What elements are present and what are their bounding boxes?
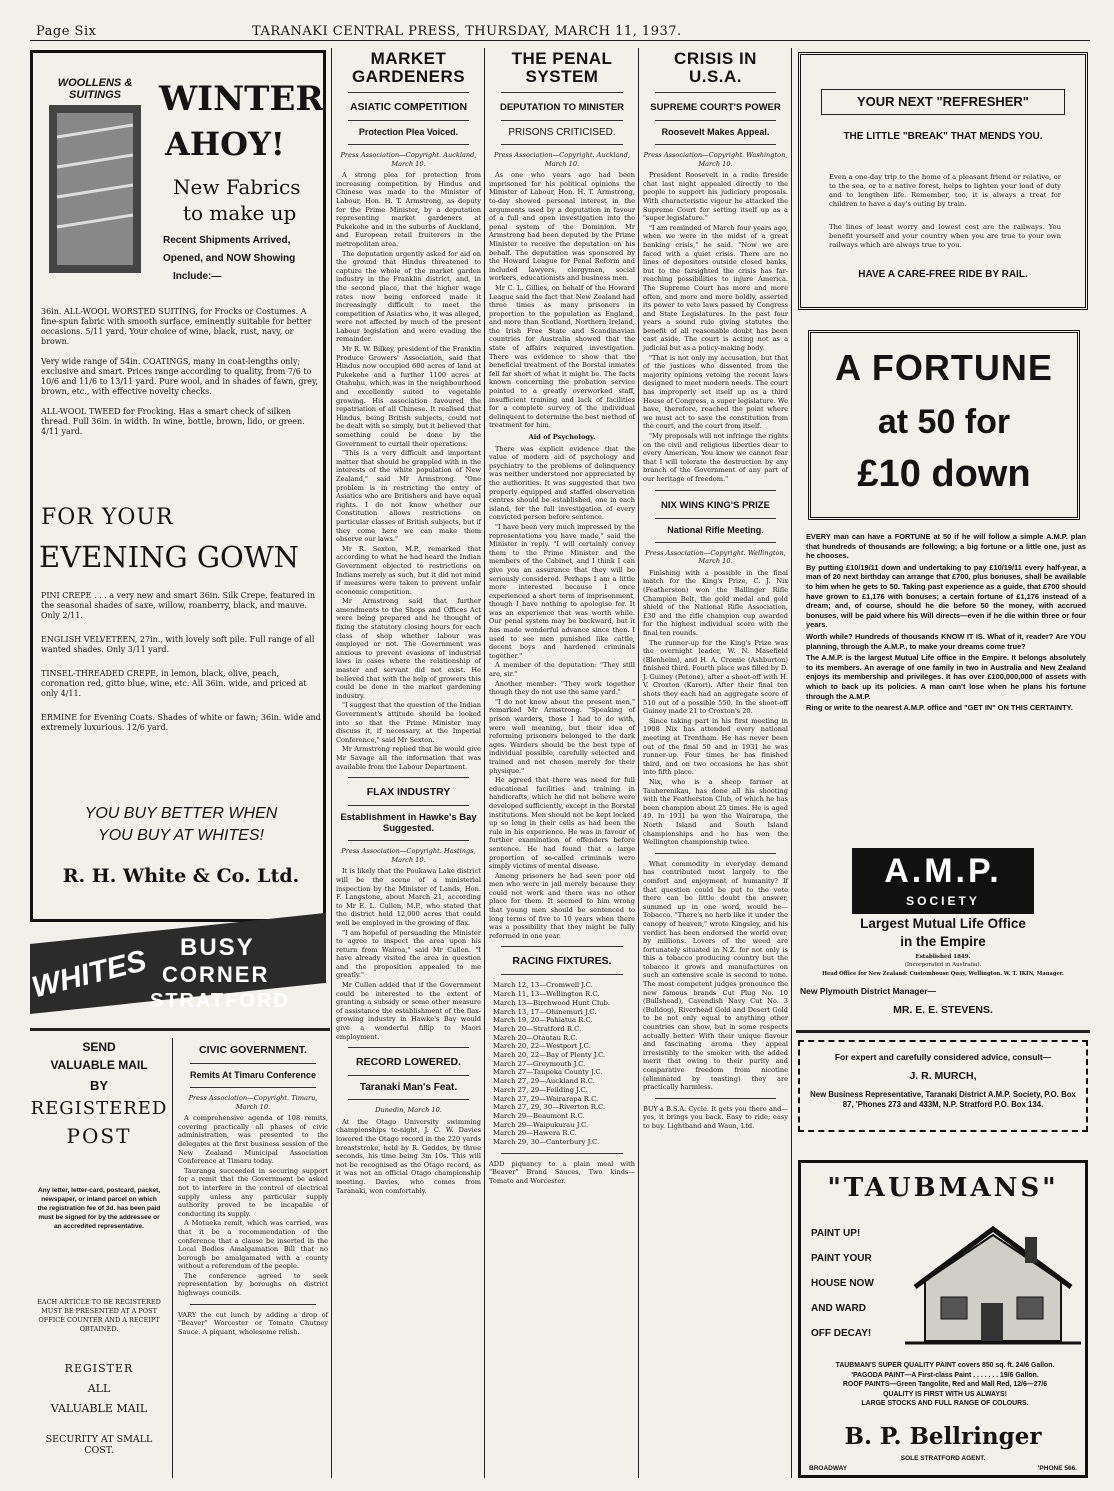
security-tagline: SECURITY AT SMALL COST.: [45, 1434, 153, 1456]
article-subheadline: National Rifle Meeting.: [667, 524, 764, 535]
article-subheadline: Remits At Timaru Conference: [189, 1070, 317, 1080]
phone-label: 'PHONE 566.: [1037, 1465, 1077, 1472]
manager-name: MR. E. E. STEVENS.: [893, 1004, 993, 1016]
civic-government-article: [178, 1040, 328, 1480]
article-headline: FLAX INDUSTRY: [366, 786, 451, 799]
fabric-list: [41, 307, 321, 507]
list-item: March 29—Beaumont R.C.: [493, 1111, 585, 1120]
paragraph: By putting £10/19/11 down and undertaking to pay £10/19/11 every half-year, a man of 20 next birthday can arrange that £700, plus bonuses, shall be available to him when he gets to 50. Taking past experience as a guide, that £700 should have grown to £1,176 with bonuses; a certain fortune of £1,176 instead of a dream; and, of course, should he die before 50 the money, with accrued bonuses, will be paid where his Will directs—even if he die within three or four years.: [806, 562, 1086, 630]
list-item: March 27—Taupeka County J.C.: [493, 1068, 603, 1077]
winter-heading: WINTER: [159, 79, 324, 119]
all-label: ALL: [87, 1382, 111, 1395]
price-line: ROOF PAINTS—Green Tangolite, Red and Mall Red, 12/6—27/6: [842, 1381, 1048, 1388]
paragraph: "That is not only my accusation, but that of the justices who dissented from the majority opinions vetoing the recent laws designed to meet modern needs. The court has improperly set itself up as a third House of Congress, a super legislature. We have, therefore, reached the point where we must act to save the constitution from the court, and the court from itself.: [643, 353, 788, 431]
fabric-item: Very wide range of 54in. COATINGS, many in coat-lengths only; exclusive and smart. Prices range according to quality, from 7/6 to 10/6 and 11/6 to 13/11 yard. Pure wool, and in shades of fawn, grey, brown, etc., with effective novelty checks.: [41, 357, 319, 396]
price-line: LARGE STOCKS AND FULL RANGE OF COLOURS.: [861, 1400, 1029, 1407]
dateline: Press Association—Copyright. Washington, March 10.: [643, 151, 788, 168]
paragraph: President Roosevelt in a radio fireside chat last night appealed directly to the people to support his judiciary proposals. With characteristic vigour he attacked the Supreme Court for setting itself up as a "super legislature.": [643, 171, 788, 223]
paragraph: A strong plea for protection from increasing competition by Hindus and Chinese was made to the Minister of Labour, Hon. H. T. Armstrong, as deputy for the Prime Minister, by a deputation representing market gardeners at Pukekohe and in the suburbs of Auckland, and European retail fruiterers in the metropolitan area.: [336, 171, 481, 248]
refresher-paragraph: Even a one-day trip to the home of a pleasant friend or relative, or to the sea, or to a native forest, helps to lighten your load of duty and to lengthen life. Remember, too, it is always a treat for children to have a day's outing by train.: [829, 173, 1061, 208]
refresher-heading: YOUR NEXT "REFRESHER": [821, 89, 1065, 115]
list-item: March 12, 13—Cromwell J.C.: [493, 981, 593, 990]
gown-item: TINSEL-THREADED CREPE, in lemon, black, olive, peach, coronation red, gitto blue, wine, etc. All 36in. wide, and priced at only 4/11.: [41, 669, 307, 698]
valuable-mail-heading: VALUABLE MAIL: [50, 1058, 148, 1072]
opened-showing: Opened, and NOW Showing: [163, 253, 296, 264]
article-headline: MARKET: [370, 49, 447, 68]
list-item: March 29—Waipukurau J.C.: [493, 1120, 589, 1129]
paragraph: There was explicit evidence that the value of modern aid of psychology and psychiatry to the problems of delinquency was neither understood nor appreciated by the authorities. It was suggested that two properly equipped and staffed observation centres should be established, one in each island, for the full investigation of every convicted person before sentence.: [489, 444, 635, 522]
article-subheadline: Taranaki Man's Feat.: [359, 1082, 458, 1094]
registered-heading: REGISTERED: [30, 1098, 168, 1119]
gown-list: [41, 591, 321, 791]
paragraph: Tauranga succeeded in securing support for a remit that the Government be asked not to interfere in the control of electrical supply unless any particular supply authority proved to be incapable of conducting its supply.: [178, 1166, 328, 1218]
market-gardeners-article: [336, 50, 481, 1480]
racing-headline: RACING FIXTURES.: [512, 955, 612, 968]
paragraph: Mr C. L. Gillies, on behalf of the Howard League said the fact that New Zealand had three times as many prisoners in proportion to the population as England, and more than Scotland, Northern Ireland, the Irish Free State and Scandinavian countries for Australia showed that the state of affairs required investigation. There was evidence to show that the beneficial treatment of the Borstal inmates fell far short of what it might be. The facts known concerning the probation service pointed to a greatly overworked staff, insufficient training and lack of facilities for a complete survey of the individual delinquent to determine the best method of treatment for him.: [489, 283, 635, 430]
paragraph: Nix, who is a sheep farmer at Tauherenikau, has done all his shooting with the Featherston Club, of which he has been champion about 25 times. He is aged 49. In 1931 he won the Wairarapa, the North Island and South Island championships and he has won the Wellington championship twice.: [643, 778, 788, 847]
send-heading: SEND: [82, 1040, 116, 1054]
railway-refresher-advertisement: [798, 52, 1088, 310]
by-heading: BY: [89, 1078, 109, 1093]
slogan-line: YOU BUY BETTER WHEN: [84, 805, 278, 822]
paragraph: "I do not know about the present men," remarked Mr Armstrong. "Speaking of prison warders, those I had to do with, were well meaning, but their idea of reforming prisoners belonged to the dark ages. Warders should be the best type of individual possible, carefully selected and trained and not chosen merely for their physique.": [489, 697, 635, 775]
dateline: Press Association—Copyright. Auckland, March 10.: [340, 151, 477, 168]
paragraph: A member of the deputation: "They still are, sir.": [489, 661, 635, 679]
taubmans-heading: "TAUBMANS": [827, 1173, 1059, 1203]
fabric-item: 36in. ALL-WOOL WORSTED SUITING, for Frocks or Costumes. A fine-spun fabric with smooth surface, eminently suitable for better occasions. 5/11 yard. Your choice of wine, black, rust, navy, or brown.: [41, 307, 312, 346]
amp-logo-text: A.M.P.: [884, 852, 1002, 890]
masthead-title: TARANAKI CENTRAL PRESS, THURSDAY, MARCH 11, 1937.: [252, 24, 682, 39]
penal-system-article: [489, 50, 635, 1480]
whites-advertisement: [30, 50, 326, 922]
recent-shipments: Recent Shipments Arrived,: [163, 235, 291, 246]
amp-copy: [806, 532, 1086, 872]
head-office-line: Head Office for New Zealand: Customhouse Quay, Wellington. W. T. IKIN, Manager.: [822, 971, 1064, 977]
price-line: 'PAGODA PAINT—A First-class Paint . . . . . . . 19/6 Gallon.: [851, 1371, 1039, 1379]
article-subheadline: ASIATIC COMPETITION: [349, 101, 468, 113]
paragraph: Another member: "They work together though they do not use the same yard.": [489, 679, 635, 697]
banner-whites: WHITES: [28, 944, 150, 1005]
masthead: [0, 20, 1114, 42]
banner-busy: BUSY: [180, 934, 255, 961]
column-rule: [331, 48, 332, 1478]
slogan-line: AND WARD: [811, 1303, 866, 1314]
district-manager-label: New Plymouth District Manager—: [800, 986, 937, 996]
society-label: SOCIETY: [906, 894, 980, 908]
taubmans-advertisement: [798, 1160, 1088, 1478]
presentation-notice: EACH ARTICLE TO BE REGISTERED MUST BE PRESENTED AT A POST OFFICE COUNTER AND A RECEIPT OBTAINED.: [37, 1298, 161, 1333]
paragraph: Mr Armstrong said that further amendments to the Shops and Offices Act were being prepared and he thought of fixing the statutory closing hours for each class of shop whether labour was employed or not. The Government was anxious to prevent evasions of industrial laws in cases where the relationship of master and servant did not exist. He believed that with the help of growers this could be done in the market gardening industry.: [336, 597, 481, 700]
dateline: Press Association—Copyright. Timaru, March 10.: [188, 1094, 318, 1111]
dateline: Press Association—Copyright. Wellington, March 10.: [645, 548, 786, 566]
list-item: March 27, 29, 30—Riverton R.C.: [493, 1103, 606, 1112]
article-deck: Roosevelt Makes Appeal.: [661, 127, 770, 137]
paragraph: He agreed that there was need for full educational facilities and training in handicrafts, which he did not believe were developed sufficiently, except in the Borstal institutions. Men should not be kept locked up so long in their cells as had been the rule in his experience. He was in favour of further examination of offenders before sentence. He had found that a large proportion of so-called criminals were simply victims of mental disease.: [489, 776, 636, 871]
refresher-subheading: THE LITTLE "BREAK" THAT MENDS YOU.: [843, 131, 1043, 142]
paragraph: Mr Armstrong replied that he would give Mr Savage all the information that was available from the Labour Department.: [336, 745, 481, 771]
house-icon: [905, 1217, 1081, 1349]
rail-slogan: HAVE A CARE-FREE RIDE BY RAIL.: [858, 269, 1028, 280]
bsa-cycle-notice: BUY a B.S.A. Cycle. It gets you there and—yes, it brings you back. Easy to ride; easy to buy. Lightband and Waun, Ltd.: [643, 1104, 788, 1130]
banner-town: STRATFORD: [150, 990, 290, 1012]
representative-details: New Business Representative, Taranaki District A.M.P. Society, P.O. Box 87, 'Phones 273 and 433M, N.P. Stratford P.O. Box 134.: [810, 1090, 1076, 1109]
paragraph: A Motueka remit, which was carried, was that it be a recommendation of the conference that a clause be inserted in the Local Bodies Amalgamation Bill that no borough be amalgamated with a county without a referendum of the people.: [178, 1219, 328, 1271]
paragraph: "I suggest that the question of the Indian Government's attitude should be looked into so that the Prime Minister may discuss it, if necessary, at the Imperial Conference," said Mr Sexton.: [336, 701, 481, 744]
crisis-usa-article: [643, 50, 788, 1480]
seller-name: B. P. Bellringer: [844, 1423, 1042, 1450]
slogan-line: PAINT UP!: [811, 1228, 861, 1239]
gown-item: ERMINE for Evening Coats. Shades of white or fawn; 36in. wide and extremely luxurious. 12/6 yard.: [41, 713, 321, 732]
list-item: March 29, 30—Canterbury J.C.: [493, 1138, 600, 1147]
price-line: QUALITY IS FIRST WITH US ALWAYS!: [883, 1390, 1007, 1398]
paragraph: "I am reminded of March four years ago, when we were in the midst of a great banking crisis," he said. "Now we are faced with a quiet crisis. There are no lines of depositors outside closed banks, but to the farsighted the crisis has far-reaching possibilities to injure America. The Supreme Court has more and more often, and more and more boldly, asserted its power to veto laws passed by Congress and State Legislatures. In the past four years a sound rule giving statutes the benefit of all reasonable doubt has been cast aside. The court is acting not as a judicial but as a policy-making body.: [643, 223, 788, 353]
agent-line: SOLE STRATFORD AGENT.: [900, 1455, 986, 1462]
advice-line: For expert and carefully considered advice, consult—: [834, 1052, 1052, 1062]
amp-logo: [852, 848, 1034, 914]
list-item: March 27, 29—Feilding J.C.: [493, 1085, 588, 1094]
column-rule: [484, 48, 485, 1478]
paint-slogan: [811, 1221, 901, 1351]
paragraph: It is likely that the Poukawa Lake district will be the scene of a ministerial inspection by the Minister of Lands, Hon. F. Langstone, about March 21, according to Mr E. L. Cullen, M.P., who stated that the district held 12,000 acres that could well be employed in the growing of flax.: [336, 867, 481, 927]
paragraph: Mr Cullen added that if the Government could be interested to the extent of granting a subsidy or some other measure of assistance the establishment of the flax-growing industry in Hawke's Bay would give a wonderful fillip to Maori employment.: [336, 981, 481, 1041]
paragraph: Among prisoners he had seen poor old men who were in jail merely because they could not work and there was no other place for them. It seemed to him wrong that young men should be sentenced to long terms of five to 10 years when there was a possibility that they might be fully reformed in one year.: [489, 871, 635, 940]
representative-name: J. R. MURCH,: [909, 1070, 977, 1082]
column-rule: [638, 48, 639, 1478]
article-subheadline: Establishment in Hawke's Bay Suggested.: [340, 812, 477, 835]
masthead-rule: [30, 40, 1090, 41]
street-label: BROADWAY: [809, 1465, 848, 1472]
article-headline: SYSTEM: [525, 67, 599, 86]
article-headline: THE PENAL: [511, 49, 613, 68]
fortune-line: at 50 for: [877, 403, 1011, 441]
beaver-sauce-notice: VARY the cut lunch by adding a drop of "Beaver" Worcester or Tomato Chutney Sauce. A piquant, wholesome relish.: [178, 1310, 328, 1336]
list-item: March 20, 22—Westport J.C.: [493, 1042, 591, 1051]
amp-society-advertisement: [798, 318, 1088, 1028]
fortune-line: A FORTUNE: [835, 347, 1053, 388]
beaver-sauce-notice: ADD piquancy to a plain meal with "Beaver" Brand Sauces, Two kinds—Tomato and Worcester.: [489, 1159, 635, 1185]
paragraph: A comprehensive agenda of 108 remits, covering practically all phases of civic administration, was presented to the delegates at the first business session of the New Zealand Municipal Association Conference at Timaru today.: [178, 1114, 328, 1166]
article-subheadline: DEPUTATION TO MINISTER: [499, 102, 625, 113]
list-item: March 27, 29—Wairarapa R.C.: [493, 1094, 599, 1103]
article-deck: Protection Plea Voiced.: [358, 127, 459, 137]
slogan-line: HOUSE NOW: [811, 1278, 874, 1289]
paragraph: "I am hopeful of persuading the Minister to agree to inspect the area upon his return from Wairoa," said Mr Cullen. "I have already visited the area in question and the proposition appealed to me greatly.": [336, 928, 481, 980]
paragraph: "This is a very difficult and important matter that should be grappled with in the interests of the white population of New Zealand," said Mr Armstrong. "One problem is in restricting the entry of Asiatics who are Britishers and have equal rights. I do not know whether our Constitution allows restrictions on particular classes of British subjects, but if they come here we can make them observe our laws.": [336, 449, 481, 544]
article-headline: NIX WINS KING'S PRIZE: [661, 499, 770, 511]
paragraph: "My proposals will not infringe the rights on the civil and religious liberties dear to every American. You know we cannot fear that I will tolerate the destruction by any branch of the Government of any part of our heritage of freedom.": [643, 432, 788, 483]
badge-text: WOOLLENS & SUITINGS: [57, 77, 133, 101]
article-subheadline: SUPREME COURT'S POWER: [650, 102, 781, 113]
section-rule: [796, 1030, 1090, 1033]
paragraph: "I have been very much impressed by the representations you have made," said the Minister in reply. "I will certainly convey them to the Prime Minister and the members of the Cabinet, and I think I can give you an assurance that they will be seriously considered. Perhaps I am a little more interested because I once experienced a short term of imprisonment, though I have nothing to apologise for. It was an experience that was worth while. Our penal system may be backward, but it has made wonderful advance since then. I used to see men punished like cattle, decent boys and hardened criminals together.": [489, 522, 635, 660]
paragraph: The runner-up for the King's Prize was the overnight leader, W. N. Masefield (Blenheim), and H. A. Cromie (Ashburton) finished third. Fourth place was filled by D. J. Guiney (Petone), after a shoot-off with H. V. Croxton (Karori). After their final ten shots they each had an aggregate score of 510 out of a possible 550. In the shoot-off Guiney made 21 to Croxton's 20.: [643, 638, 788, 716]
paragraph: Ring or write to the nearest A.M.P. office and "GET IN" ON THIS CERTAINTY.: [806, 703, 1073, 713]
paragraph: The deputation urgently asked for aid on the ground that Hindus threatened to capture the whole of the market garden industry in the Franklin district, and, in the second place, that the higher wage rates now being enforced made it increasingly difficult to meet the competition of Asiatics who, it was alleged, were not affected by much of the present Labour legislation and were evading the remainder.: [336, 249, 481, 344]
paragraph: The conference agreed to seek representation by boroughs on district highways councils.: [178, 1271, 328, 1298]
gown-item: PINI CREPE . . . a very new and smart 36in. Silk Crepe, featured in the seasonal shades of saxe, willow, roanberry, black, and mauve. Only 2/11.: [41, 591, 315, 620]
company-signature: R. H. White & Co. Ltd.: [62, 865, 300, 887]
include-label: Include:—: [173, 271, 222, 282]
page-label: Page Six: [36, 24, 97, 39]
evening-gown-heading: EVENING GOWN: [39, 540, 299, 574]
list-item: March 20—Stratford R.C.: [493, 1024, 582, 1033]
established-line: Established 1849.: [915, 954, 971, 960]
article-deck: PRISONS CRITICISED.: [508, 127, 616, 138]
list-item: March 13, 17—Ohinemuri J.C.: [493, 1007, 597, 1016]
slogan-line: YOU BUY AT WHITES!: [98, 827, 264, 844]
list-item: March 13—Birchwood Hunt Club.: [493, 998, 611, 1007]
valuable-mail-label: VALUABLE MAIL: [50, 1402, 148, 1415]
article-headline: U.S.A.: [688, 67, 743, 86]
article-headline: GARDENERS: [351, 67, 466, 86]
list-item: March 27, 29—Auckland R.C.: [493, 1077, 595, 1086]
fabric-item: ALL-WOOL TWEED for Frocking. Has a smart check of silken thread. Full 36in. in width. In wine, bottle, brown, lido, or green. 4/11 yard.: [41, 407, 305, 436]
article-headline: CRISIS IN: [674, 49, 757, 68]
empire-line: in the Empire: [900, 934, 986, 949]
column-rule: [791, 48, 792, 1478]
paragraph: As one who years ago had been imprisoned for his political opinions the Minister of Labour, Hon. H. T. Armstrong, to-day showed personal interest in the arguments used by a deputation in favour of a full and open investigation into the penal system of the Dominion. Mr Armstrong had been deputed by the Prime Minister to receive the deputation on his behalf. The deputation was sponsored by the Howard League for Penal Reform and included lawyers, clergymen, social workers, educationists and business men.: [489, 171, 635, 283]
busy-corner-banner: [30, 930, 326, 1022]
list-item: March 11, 13—Wellington R.C.: [493, 990, 600, 999]
murch-advertisement: [798, 1040, 1088, 1132]
registration-terms: Any letter, letter-card, postcard, packet, newspaper, or inland parcel on which the registration fee of 3d. has been paid must be signed for by the addressee or an accredited representative.: [37, 1187, 161, 1230]
paragraph: Finishing with a possible in the final match for the King's Prize, C. J. Nix (Featherston) won the Ballinger Rifle Champion Belt, the gold medal and gold shield of the National Rifle Association, £30 and the rifle champion cup awarded for the highest individual score with the final ten rounds.: [643, 568, 788, 637]
article-headline: CIVIC GOVERNMENT.: [199, 1044, 307, 1056]
slogan-line: OFF DECAY!: [811, 1328, 872, 1339]
paragraph: At the Otago University swimming championships to-night, J. C. W. Davies lowered the Otago record in the 220 yards breaststroke, held by R. Geddes, by three seconds, his time being 3m 10s. This will not be recognised as the Otago record, as it was not an official Otago championship meeting. Davies, who comes from Taranaki, won comfortably.: [336, 1117, 481, 1195]
fortune-line: £10 down: [857, 453, 1031, 495]
section-rule: [30, 1028, 330, 1031]
ahoy-heading: AHOY!: [165, 125, 285, 163]
article-headline: RECORD LOWERED.: [356, 1056, 461, 1069]
for-your-heading: FOR YOUR: [41, 505, 174, 530]
registered-post-advertisement: [30, 1036, 168, 1482]
dateline: Press Association—Copyright. Hastings, March 10.: [341, 847, 476, 864]
post-heading: POST: [66, 1124, 132, 1148]
refresher-paragraph: The lines of least worry and lowest cost are the railways. You benefit yourself and your country when you are true to your own railways which are always true to you.: [829, 223, 1061, 249]
crosshead: Aid of Psychology.: [528, 433, 596, 441]
paragraph: Mr R. Sexton, M.P., remarked that according to what he had heard the Indian Government objected to restrictions on Indians merely as such, but it did not mind if measures were taken to prevent unfair economic competition.: [336, 544, 481, 596]
paint-price-list: [807, 1361, 1083, 1421]
column-rule: [172, 1038, 173, 1478]
make-up-heading: to make up: [183, 201, 297, 225]
largest-office-line: Largest Mutual Life Office: [860, 916, 1026, 931]
list-item: March 27—Greymouth J.C.: [493, 1059, 586, 1068]
new-fabrics-heading: New Fabrics: [173, 175, 301, 199]
incorporated-line: (Incorporated in Australia).: [904, 962, 982, 968]
gown-item: ENGLISH VELVETEEN, 27in., with lovely soft pile. Full range of all wanted shades. Only 3/11 yard.: [41, 635, 315, 654]
list-item: March 29—Hawera R.C.: [493, 1129, 577, 1138]
paragraph: Worth while? Hundreds of thousands KNOW IT IS. What of it, reader? Are YOU planning, through the A.M.P., to make your dreams come true?: [806, 631, 1086, 651]
bolt-of-cloth-icon: [39, 77, 151, 277]
tobacco-advertorial: What commodity in everyday demand has contributed most largely to the comfort and enjoyment of humanity? If that question could be put to the vote there can be little doubt the answer, summed up in one word, would be—Tobacco. "There's no herb like it under the canopy of heaven," wrote Kingsley, and his verdict has been endorsed the world over, by millions. Lovers of the weed are fortunately situated in N.Z. for not only is this a tobacco producing country but the tobacco it grows and manufactures on such an extensive scale is second to none. The most competent judges pronounce the new famous brands Cut Plug No. 10 (Bullshead), Cavendish Navy Cut No. 3 (Bulldog), Riverhead Gold and Desert Gold to be not only equal to anything other countries can show, but in some respects actually better. With their unique flavour and fascinating aroma they appeal irresistibly to the smoker with the added merit that owing to their purity and comparative freedom from nicotine (eliminated by toasting) they are practically harmless.: [643, 859, 788, 1092]
list-item: March 19, 20—Pahiatua R.C.: [493, 1016, 593, 1025]
paragraph: Since taking part in his first meeting in 1908 Nix has attended every national meeting at Trentham. He has never been out of the final 50 and in 1931 he was runner-up. Four times he has finished third, and on two occasions he has shot into fifth place.: [643, 716, 788, 777]
slogan-line: PAINT YOUR: [811, 1253, 872, 1264]
paragraph: Mr R. W. Bilkey, president of the Franklin Produce Growers' Association, said that Hindus now occupied 600 acres of land at Pukekohe and a further 1100 acres at Otahuhu, which was in the neighbourhood and excellently suited to vegetable growing. His association favoured the repatriation of all Chinese. It realised that Hindus, being British subjects, could not be dealt with so simply, but it believed that something could be done by the Government to curtail their operations.: [336, 345, 481, 448]
register-label: REGISTER: [64, 1362, 134, 1375]
price-line: TAUBMAN'S SUPER QUALITY PAINT covers 850 sq. ft. 24/6 Gallon.: [835, 1362, 1055, 1369]
paragraph: The A.M.P. is the largest Mutual Life office in the Empire. It belongs absolutely to its members. An average of one family in two in Australia and New Zealand enjoys its membership and privileges. It has over £100,000,000 of assets with which to back up its policies. A man can't lose when he plans his fortune through the A.M.P.: [806, 653, 1086, 701]
banner-corner: CORNER: [162, 962, 270, 987]
list-item: March 20—Otautau R.C.: [493, 1033, 578, 1042]
list-item: March 20, 22—Bay of Plenty J.C.: [493, 1051, 606, 1060]
woollens-badge: [39, 77, 151, 277]
racing-fixtures-list: [489, 981, 635, 1146]
dateline: Dunedin, March 10.: [375, 1106, 442, 1115]
fortune-banner: [808, 330, 1080, 520]
dateline: Press Association—Copyright. Auckland, March 10.: [494, 151, 630, 168]
paragraph: EVERY man can have a FORTUNE at 50 if he will follow a simple A.M.P. plan that hundreds of thousands are following; a big fortune or a little one, just as he chooses.: [806, 532, 1086, 561]
